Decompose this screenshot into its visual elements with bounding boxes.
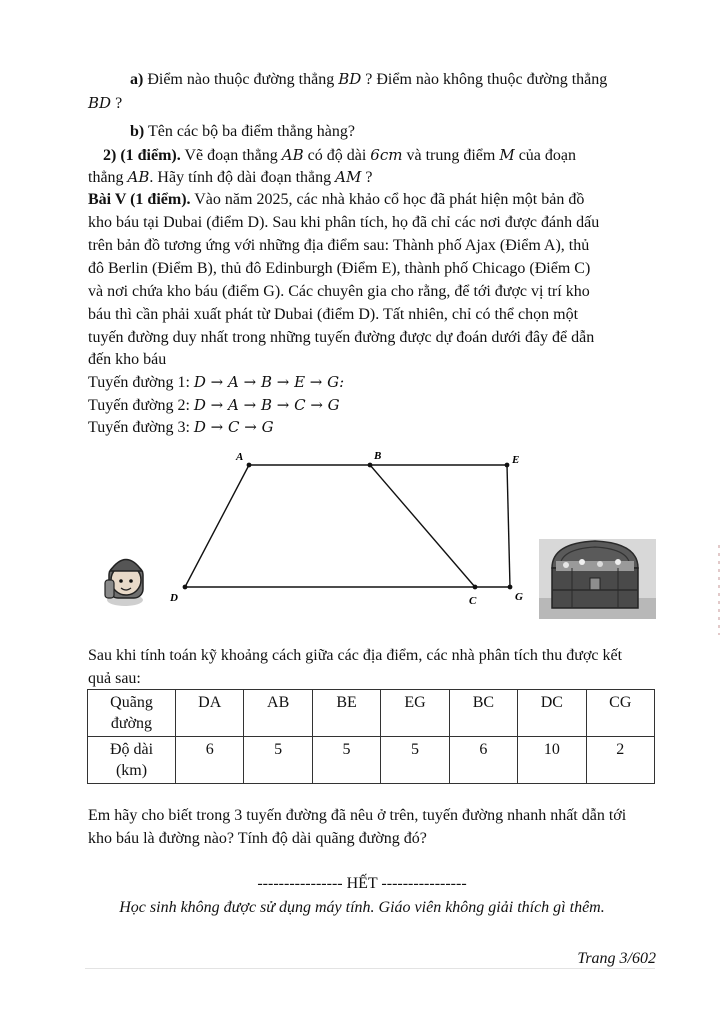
table-row [88, 737, 655, 784]
table-cell: 5 [244, 737, 312, 784]
edge-da [185, 465, 249, 587]
part-b-label: b) [130, 123, 145, 140]
q2-label: 2) (1 điểm). [103, 147, 181, 164]
label-c: C [469, 595, 477, 607]
bai5-label: Bài V (1 điểm). [88, 191, 191, 208]
route-path: D → C → G [193, 418, 274, 436]
math-am: AM [335, 168, 362, 186]
edge-eg [507, 465, 510, 587]
part-a-line-2 [88, 92, 122, 115]
q2-line-2 [88, 166, 372, 189]
label-d: D [170, 592, 178, 604]
point-e [505, 463, 510, 468]
route-3 [88, 416, 274, 439]
edge-bc [370, 465, 475, 587]
table-cell: AB [244, 690, 312, 737]
math-ab-2: AB [127, 168, 150, 186]
bai5-text: Vào năm 2025, các nhà khảo cổ học đã phát hiện một bản đồ [190, 191, 585, 208]
route-label: Tuyến đường 3: [88, 419, 194, 436]
table-cell: CG [586, 690, 654, 737]
table-cell: 10 [518, 737, 586, 784]
header-label-part: đường [110, 715, 153, 732]
question-line: kho báu là đường nào? Tính độ dài quãng đường đó? [88, 830, 427, 847]
route-label: Tuyến đường 2: [88, 397, 194, 414]
route-path: D → A → B → E → G: [193, 373, 345, 391]
q2-text-5: thẳng [88, 169, 128, 186]
point-d [183, 585, 188, 590]
table-cell: 5 [381, 737, 449, 784]
part-a-text-1: Điểm nào thuộc đường thẳng [143, 71, 339, 88]
table-cell: EG [381, 690, 449, 737]
math-ab: AB [281, 146, 304, 164]
after-text-line: quả sau: [88, 670, 141, 687]
treasure-map-figure [90, 440, 670, 620]
end-marker: ---------------- HẾT ---------------- [257, 875, 467, 892]
bai5-line: báu thì cần phải xuất phát từ Dubai (điểm D). Tất nhiên, chỉ có thể chọn một [88, 306, 579, 323]
question-line: Em hãy cho biết trong 3 tuyến đường đã nêu ở trên, tuyến đường nhanh nhất dẫn tới [88, 807, 627, 824]
page-footer: Trang 3/602 [577, 950, 656, 967]
table-cell: 2 [586, 737, 654, 784]
point-g [508, 585, 513, 590]
part-a-line-1 [130, 68, 607, 91]
q2-text-1: Vẽ đoạn thẳng [180, 147, 282, 164]
table-header-label [88, 690, 176, 737]
bai5-line: trên bản đồ tương ứng với những địa điểm sau: Thành phố Ajax (Điểm A), thủ [88, 237, 590, 254]
math-bd-2: BD [88, 94, 112, 112]
table-row [88, 690, 655, 737]
part-b-line [130, 121, 355, 143]
route-label: Tuyến đường 1: [88, 374, 194, 391]
route-2 [88, 394, 340, 417]
label-e: E [512, 454, 520, 466]
point-a [247, 463, 252, 468]
final-note: Học sinh không được sử dụng máy tính. Giáo viên không giải thích gì thêm. [119, 899, 605, 916]
part-a-label: a) [130, 71, 144, 88]
table-cell: 6 [176, 737, 244, 784]
q2-text-7: ? [361, 169, 373, 186]
part-a-text-2: ? Điểm nào không thuộc đường thẳng [361, 71, 608, 88]
label-g: G [515, 591, 523, 603]
part-a-text-3: ? [111, 95, 123, 112]
point-c [473, 585, 478, 590]
bai5-line: và nơi chứa kho báu (điểm G). Các chuyên gia cho rằng, để tới được vị trí kho [88, 283, 590, 300]
math-length: 6cm [370, 146, 403, 164]
q2-text-2: có độ dài [303, 147, 371, 164]
explorer-cartoon-icon [105, 560, 143, 607]
math-bd: BD [338, 70, 362, 88]
treasure-chest-photo [539, 539, 656, 619]
route-1 [88, 371, 344, 394]
table-cell: DA [176, 690, 244, 737]
route-path: D → A → B → C → G [193, 396, 340, 414]
table-cell: 5 [312, 737, 380, 784]
table-cell: BC [449, 690, 517, 737]
q2-text-4: của đoạn [514, 147, 577, 164]
bai5-line-1 [88, 189, 584, 211]
q2-text-3: và trung điểm [402, 147, 500, 164]
table-cell: BE [312, 690, 380, 737]
value-label-part: Độ dài [109, 741, 154, 758]
part-b-text: Tên các bộ ba điểm thẳng hàng? [144, 123, 355, 140]
q2-line-1 [103, 144, 576, 167]
math-m: M [499, 146, 515, 164]
label-b: B [374, 450, 382, 462]
bai5-line: đến kho báu [88, 351, 167, 368]
table-cell: 6 [449, 737, 517, 784]
header-label-part: Quãng [110, 694, 153, 711]
label-a: A [236, 451, 244, 463]
point-b [368, 463, 373, 468]
bai5-line: kho báu tại Dubai (điểm D). Sau khi phân tích, họ đã chỉ các nơi được đánh dấu [88, 214, 600, 231]
q2-text-6: . Hãy tính độ dài đoạn thẳng [149, 169, 336, 186]
bai5-line: đô Berlin (Điểm B), thủ đô Edinburgh (Điểm E), thành phố Chicago (Điểm C) [88, 260, 591, 277]
footer-divider [85, 968, 655, 969]
edge-scan-mark [714, 545, 724, 635]
bai5-line: tuyến đường duy nhất trong những tuyến đường được dự đoán dưới đây để dẫn [88, 329, 595, 346]
value-label-part: (km) [115, 762, 148, 779]
after-text-line: Sau khi tính toán kỹ khoảng cách giữa các địa điểm, các nhà phân tích thu được kết [88, 647, 623, 664]
table-value-label [88, 737, 176, 784]
table-cell: DC [518, 690, 586, 737]
distance-table [87, 689, 655, 784]
